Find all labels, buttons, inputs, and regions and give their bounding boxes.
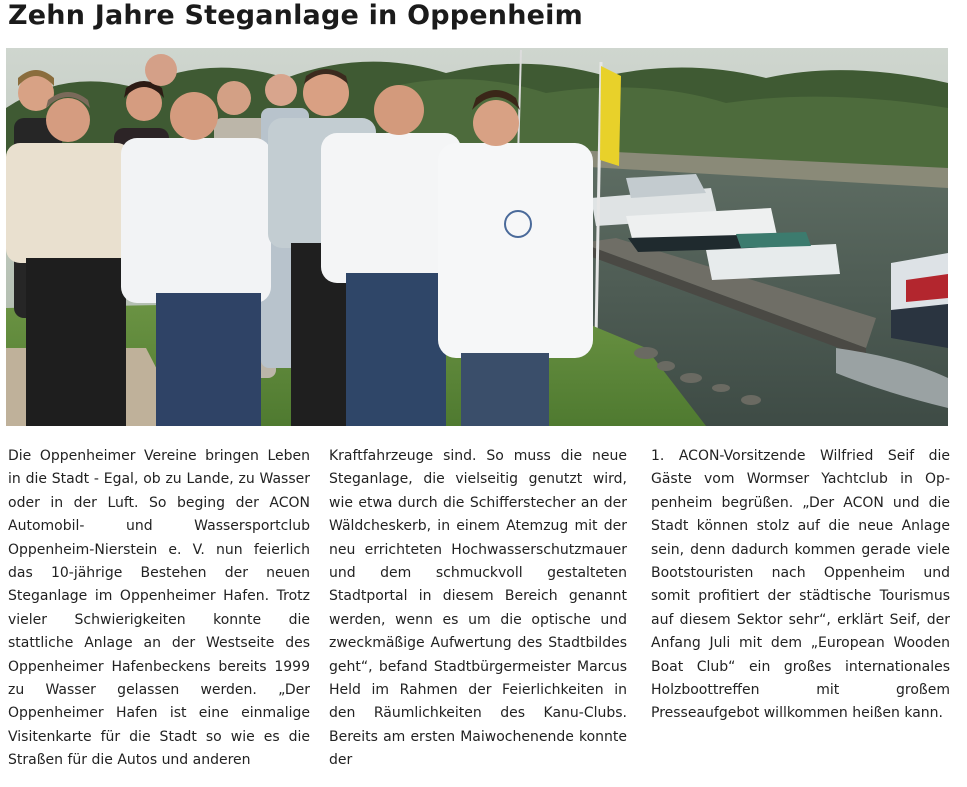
article-column-1 <box>8 445 310 773</box>
article-paragraph: Kraftfahrzeuge sind. So muss die neue Steganlage, die vielseitig genutzt wird, wie etwa durch die Schifferstecher an der Wäldcheskerb, in einem Atemzug mit der neu errichteten Hochwasserschutzmauer und dem schmuckvoll gestalteten Stadtportal in diesem Bereich genannt werden, wenn es um die optische und zweckmäßige Aufwertung des Stadtbildes geht“, befand Stadtbürgermeister Marcus Held im Rahmen der Feierlichkeiten in den Räumlichkeiten des Kanu-Clubs. Bereits am ersten Maiwochenende konnte der <box>329 448 627 769</box>
article-column-2 <box>329 445 627 773</box>
article-headline: Zehn Jahre Steganlage in Oppenheim <box>8 0 583 31</box>
boat <box>891 253 948 348</box>
article-paragraph: 1. ACON-Vorsitzende Wilfried Seif die Gäste vom Wormser Yachtclub in Oppenheim begrüßen. „Der ACON und die Stadt können stolz auf die neue Anlage sein, denn dadurch kommen gerade viele Bootstouristen nach Oppenheim und somit profitiert der städtische Tourismus auf diesem Sektor sehr“, erklärt Seif, der Anfang Juli mit dem „European Wooden Boat Club“ ein großes internationales Holzboottreffen mit großem Presseaufgebot willkommen heißen kann. <box>651 448 950 722</box>
article-column-3 <box>651 445 950 726</box>
article-paragraph: Die Oppenheimer Vereine bringen Leben in die Stadt - Egal, ob zu Lande, zu Wasser oder in der Luft. So beging der ACON Automobil- und Wassersportclub Oppenheim-Nierstein e. V. nun feierlich das 10-jährige Bestehen der neuen Steganlage im Oppenheimer Hafen. Trotz vieler Schwierigkeiten konnte die stattliche Anlage an der Westseite des Oppenheimer Hafenbeckens bereits 1999 zu Wasser gelassen werden. „Der Oppenheimer Hafen ist eine einmalige Visitenkarte für die Stadt so wie es die Straßen für die Autos und anderen <box>8 448 310 769</box>
article-photo <box>6 48 948 426</box>
